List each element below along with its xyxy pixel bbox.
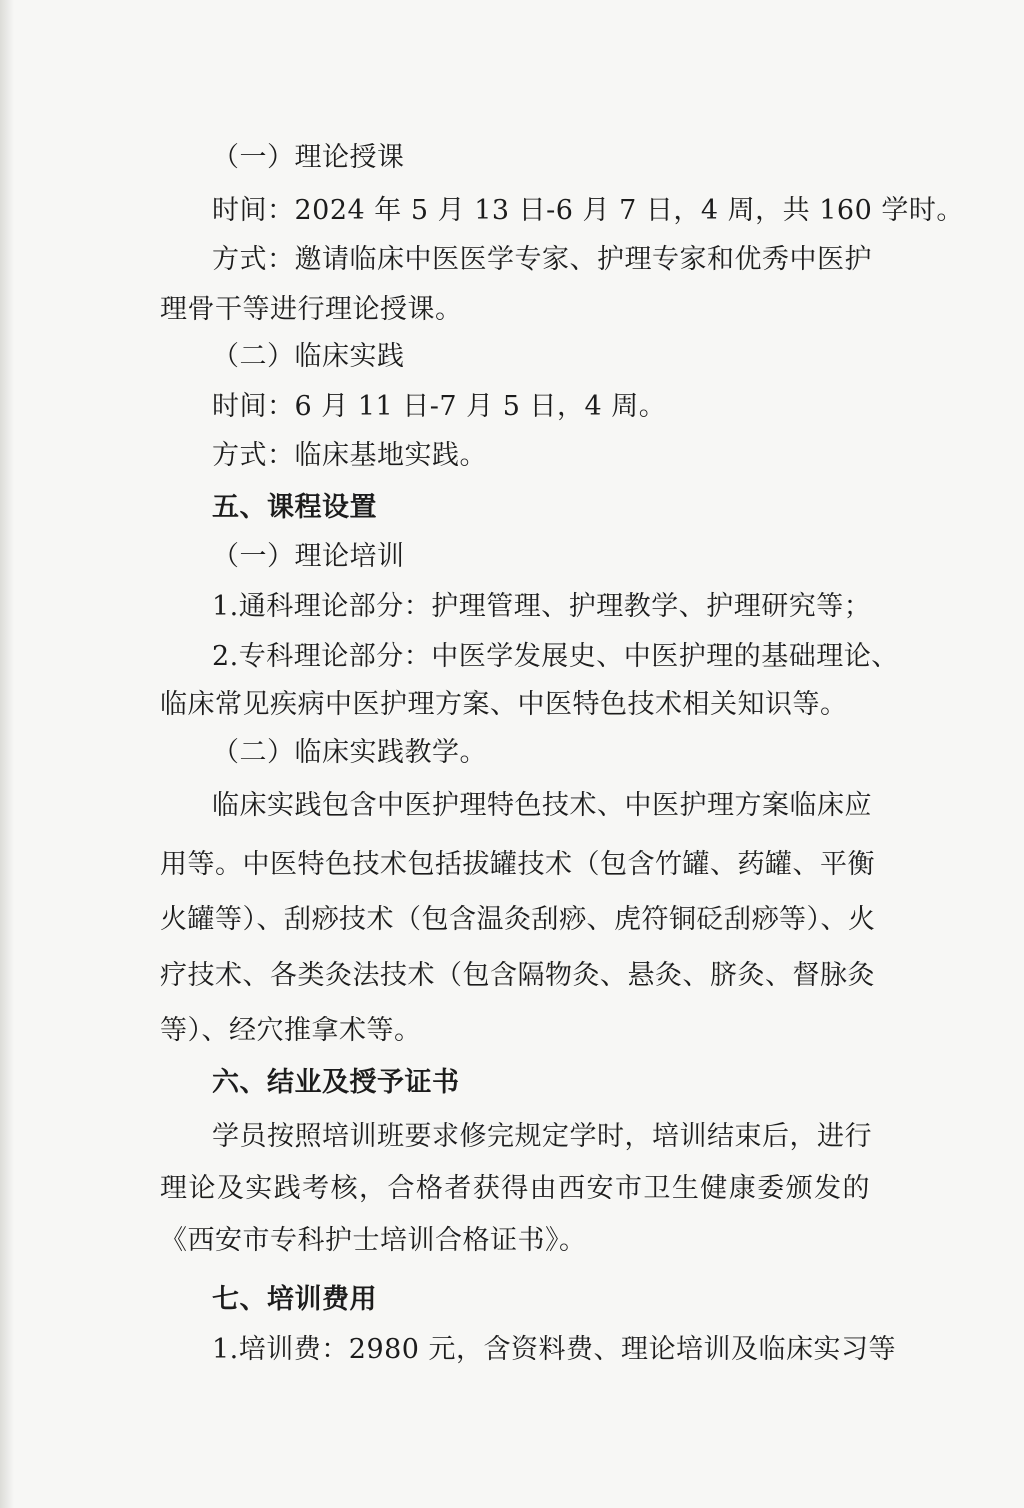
section-heading-fees: 七、培训费用 <box>212 1284 377 1315</box>
paragraph-line: 1.培训费：2980 元，含资料费、理论培训及临床实习等 <box>212 1334 897 1365</box>
paragraph-line: 等）、经穴推拿术等。 <box>160 1015 422 1046</box>
paragraph-line: 2.专科理论部分：中医学发展史、中医护理的基础理论、 <box>212 641 899 672</box>
paragraph-line: 学员按照培训班要求修完规定学时，培训结束后，进行 <box>212 1121 872 1152</box>
section-heading-completion: 六、结业及授予证书 <box>212 1067 460 1098</box>
subheading-theory-lecture: （一）理论授课 <box>212 142 405 173</box>
paragraph-line: 疗技术、各类灸法技术（包含隔物灸、悬灸、脐灸、督脉灸 <box>160 960 875 991</box>
paragraph-line: 理骨干等进行理论授课。 <box>160 294 463 325</box>
paragraph-line: 时间：2024 年 5 月 13 日-6 月 7 日，4 周，共 160 学时。 <box>212 195 964 226</box>
paragraph-line: 方式：邀请临床中医医学专家、护理专家和优秀中医护 <box>212 244 872 275</box>
subheading-clinical-practice: （二）临床实践 <box>212 341 405 372</box>
scan-edge-shadow <box>0 0 14 1508</box>
paragraph-line: 《西安市专科护士培训合格证书》。 <box>160 1225 587 1256</box>
section-heading-curriculum: 五、课程设置 <box>212 492 377 523</box>
paragraph-line: 理论及实践考核，合格者获得由西安市卫生健康委颁发的 <box>160 1173 870 1204</box>
paragraph-line: 临床常见疾病中医护理方案、中医特色技术相关知识等。 <box>160 689 848 720</box>
paragraph-line: 方式：临床基地实践。 <box>212 440 487 471</box>
paragraph-line: 临床实践包含中医护理特色技术、中医护理方案临床应 <box>212 790 872 821</box>
paragraph-line: 1.通科理论部分：护理管理、护理教学、护理研究等； <box>212 591 872 622</box>
subheading-theory-training: （一）理论培训 <box>212 541 405 572</box>
paragraph-line: 用等。中医特色技术包括拔罐技术（包含竹罐、药罐、平衡 <box>160 849 875 880</box>
paragraph-line: 火罐等）、刮痧技术（包含温灸刮痧、虎符铜砭刮痧等）、火 <box>160 904 876 935</box>
subheading-clinical-teaching: （二）临床实践教学。 <box>212 737 487 768</box>
paragraph-line: 时间：6 月 11 日-7 月 5 日，4 周。 <box>212 391 667 422</box>
